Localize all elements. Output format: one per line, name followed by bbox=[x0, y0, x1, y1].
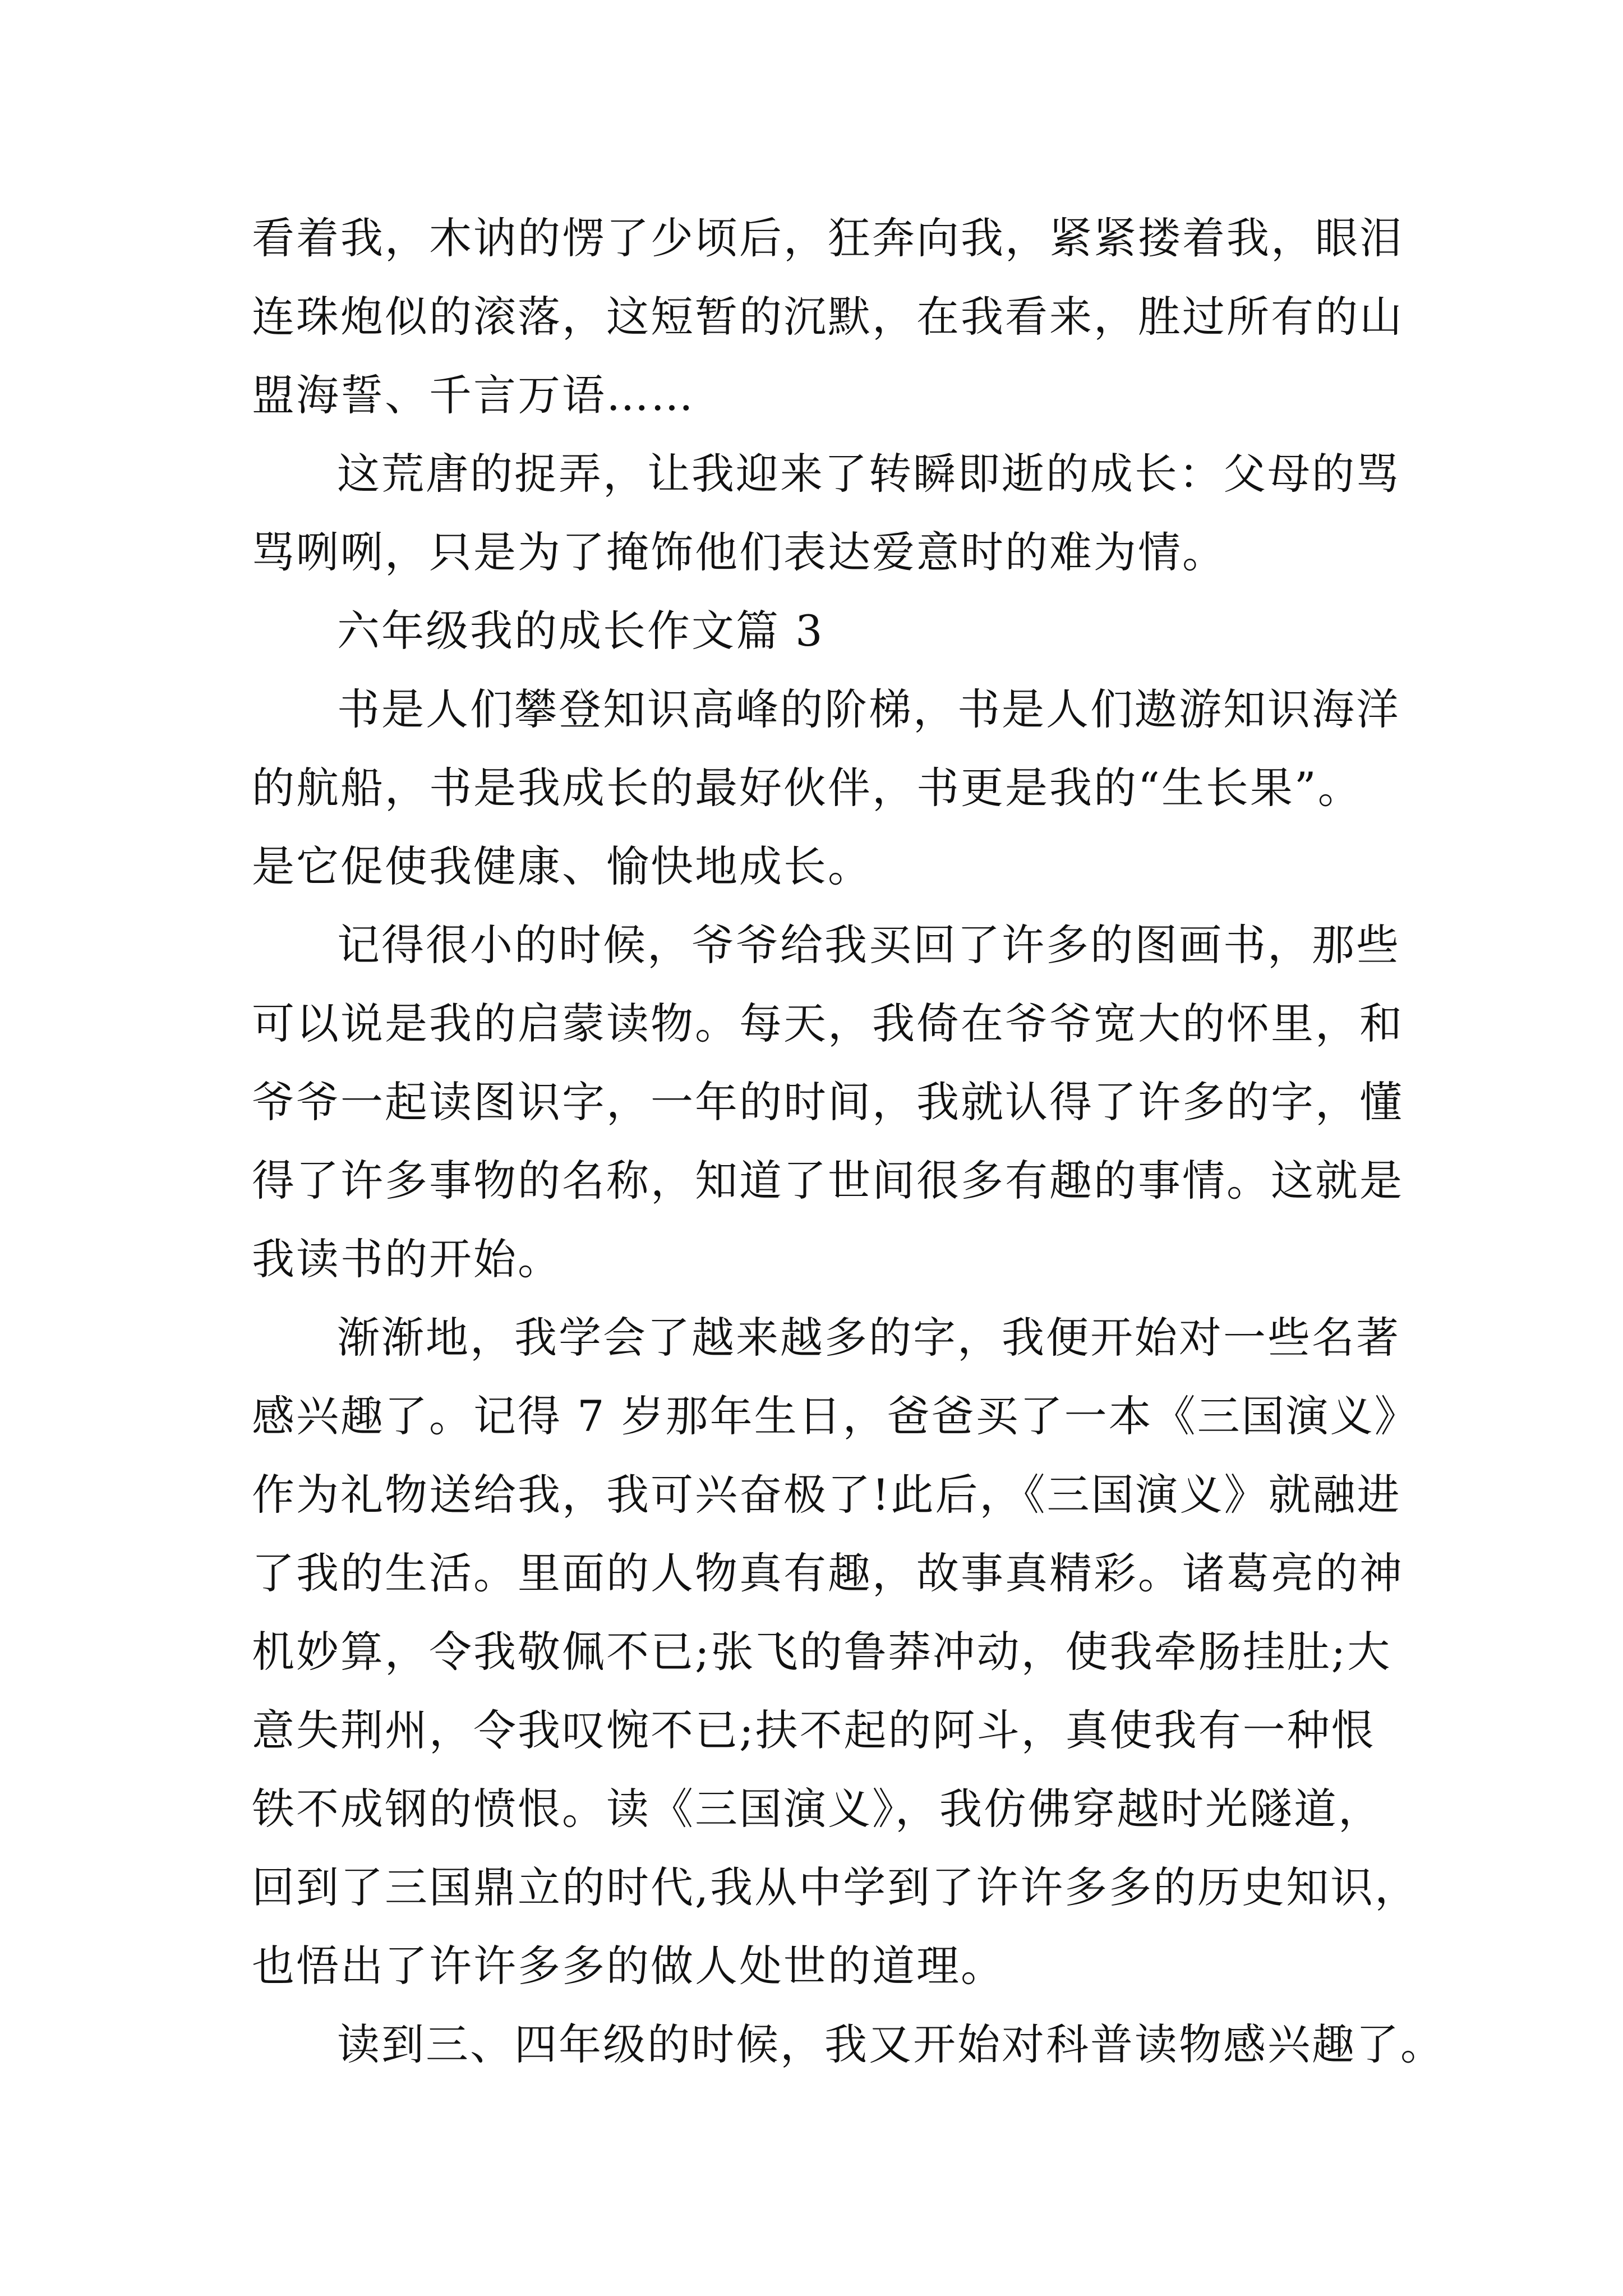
text-line: 机妙算，令我敬佩不已;张飞的鲁莽冲动，使我牵肠挂肚;大 bbox=[252, 1627, 1392, 1677]
text-line: 得了许多事物的名称，知道了世间很多有趣的事情。这就是 bbox=[252, 1156, 1404, 1205]
paragraph-start-line: 这荒唐的捉弄，让我迎来了转瞬即逝的成长：父母的骂 bbox=[337, 449, 1400, 499]
text-line: 了我的生活。里面的人物真有趣，故事真精彩。诸葛亮的神 bbox=[252, 1548, 1404, 1598]
text-line: 盟海誓、千言万语…… bbox=[252, 370, 695, 420]
text-line: 可以说是我的启蒙读物。每天，我倚在爷爷宽大的怀里，和 bbox=[252, 999, 1404, 1048]
text-line: 骂咧咧，只是为了掩饰他们表达爱意时的难为情。 bbox=[252, 527, 1227, 577]
text-line: 是它促使我健康、愉快地成长。 bbox=[252, 841, 872, 891]
text-line: 的航船，书是我成长的最好伙伴，书更是我的“生长果”。 bbox=[252, 763, 1362, 813]
text-line: 也悟出了许许多多的做人处世的道理。 bbox=[252, 1941, 1005, 1991]
text-line: 作为礼物送给我，我可兴奋极了!此后，《三国演义》就融进 bbox=[252, 1470, 1401, 1520]
paragraph-start-line: 读到三、四年级的时候，我又开始对科普读物感兴趣了。 bbox=[337, 2019, 1445, 2069]
paragraph-start-line: 记得很小的时候，爷爷给我买回了许多的图画书，那些 bbox=[337, 920, 1400, 970]
paragraph-start-line: 渐渐地，我学会了越来越多的字，我便开始对一些名著 bbox=[337, 1313, 1400, 1363]
text-line: 意失荆州，令我叹惋不已;扶不起的阿斗，真使我有一种恨 bbox=[252, 1705, 1376, 1755]
text-line: 我读书的开始。 bbox=[252, 1234, 562, 1284]
section-heading: 六年级我的成长作文篇 3 bbox=[337, 606, 824, 656]
text-line: 回到了三国鼎立的时代,我从中学到了许许多多的历史知识， bbox=[252, 1862, 1419, 1912]
text-line: 连珠炮似的滚落，这短暂的沉默，在我看来，胜过所有的山 bbox=[252, 292, 1404, 342]
body-text bbox=[252, 199, 1445, 2084]
paragraph-start-line: 书是人们攀登知识高峰的阶梯，书是人们遨游知识海洋 bbox=[337, 684, 1400, 734]
text-line: 看着我，木讷的愣了少顷后，狂奔向我，紧紧搂着我，眼泪 bbox=[252, 213, 1404, 263]
text-line: 感兴趣了。记得 7 岁那年生日，爸爸买了一本《三国演义》 bbox=[252, 1391, 1419, 1441]
text-line: 铁不成钢的愤恨。读《三国演义》，我仿佛穿越时光隧道， bbox=[252, 1784, 1382, 1834]
text-line: 爷爷一起读图识字，一年的时间，我就认得了许多的字，懂 bbox=[252, 1077, 1404, 1127]
